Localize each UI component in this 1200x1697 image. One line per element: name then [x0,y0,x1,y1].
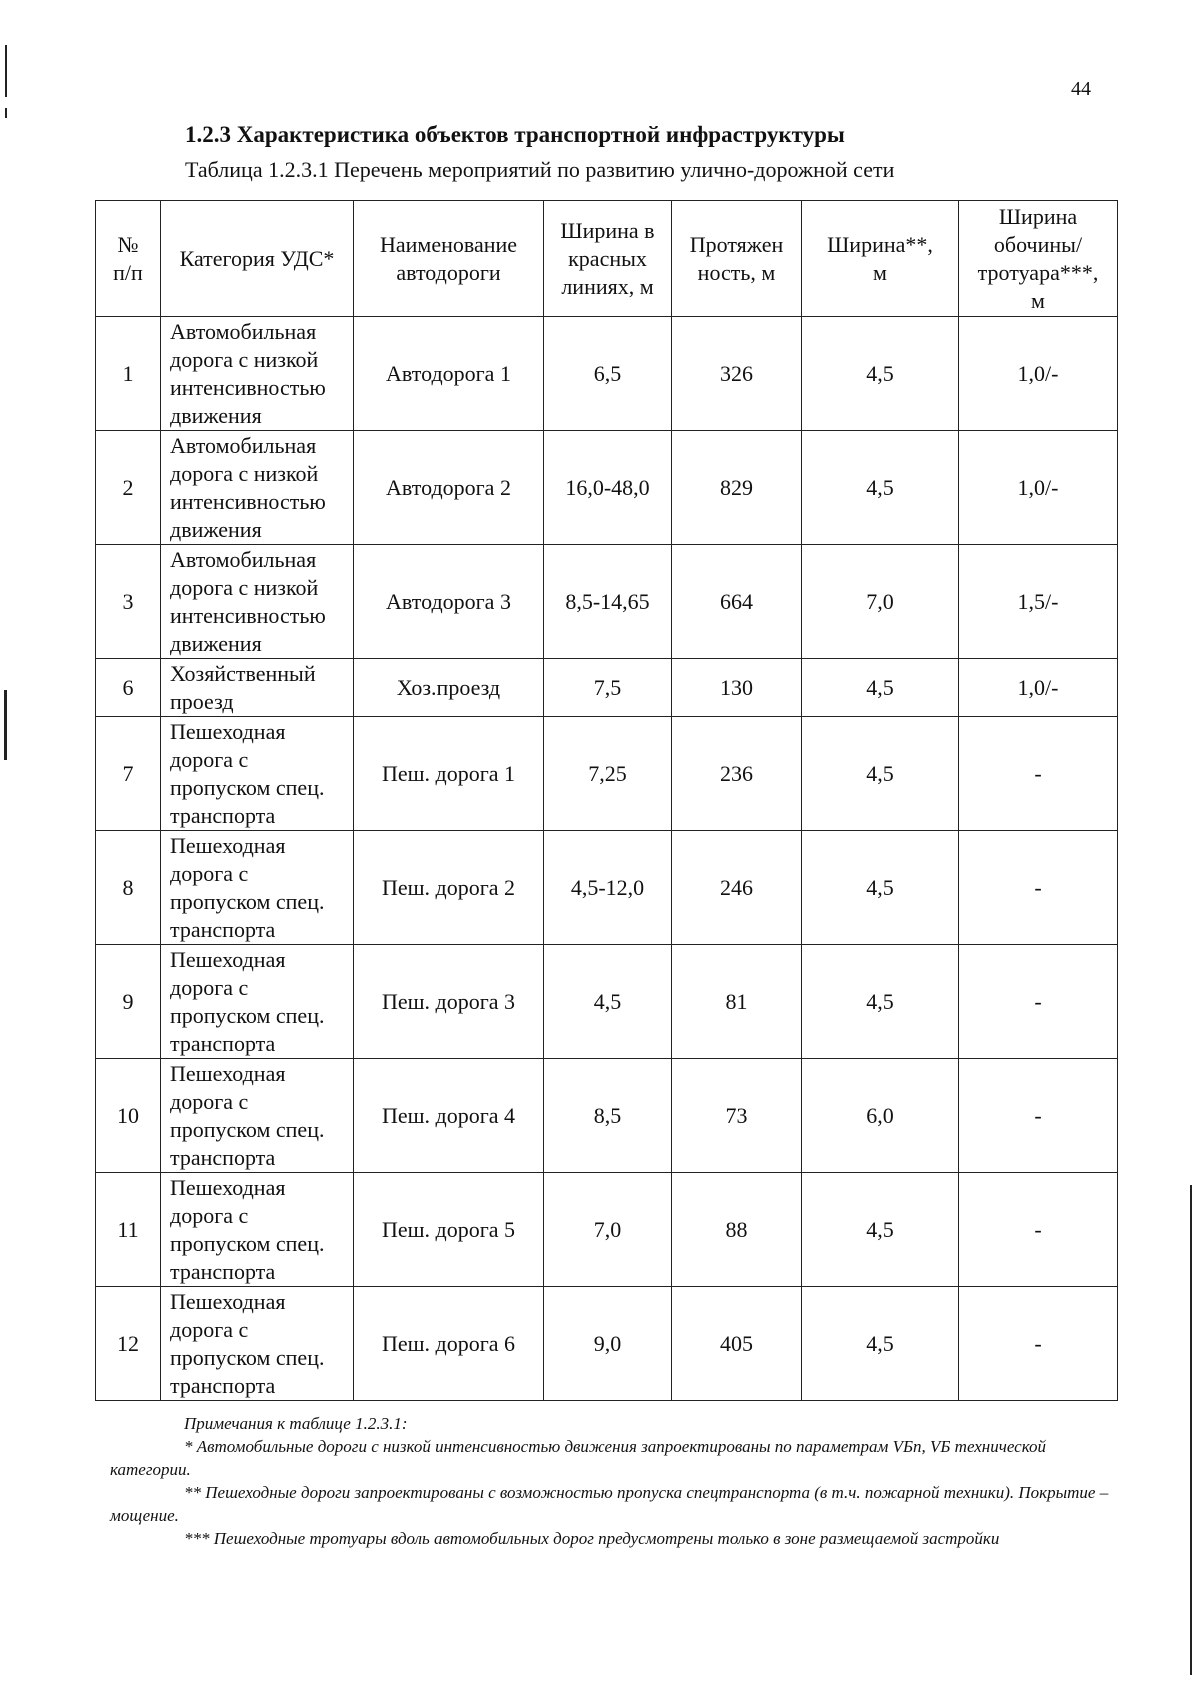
header-width-line: Ширина**, [827,231,933,257]
scan-artifact-mark [5,45,7,97]
cell-category-line: Хозяйственный [170,660,316,686]
cell-length: 88 [672,1173,802,1287]
cell-shoulder-sidewalk: 1,0/- [959,431,1118,545]
cell-road-name: Пеш. дорога 5 [354,1173,544,1287]
cell-road-name: Пеш. дорога 6 [354,1287,544,1401]
cell-red-line-width: 4,5-12,0 [544,831,672,945]
cell-shoulder-sidewalk: - [959,1059,1118,1173]
cell-category [161,945,354,1059]
cell-width: 4,5 [802,945,959,1059]
cell-shoulder-sidewalk: 1,5/- [959,545,1118,659]
cell-number: 7 [96,717,161,831]
cell-length: 326 [672,317,802,431]
header-width-line: м [873,259,887,285]
cell-category-line: Пешеходная [170,1174,286,1200]
header-red-line-width [544,201,672,317]
cell-category [161,1287,354,1401]
header-shoulder-sidewalk-line: тротуара***, [977,259,1099,285]
cell-category-line: Автомобильная [170,546,317,572]
notes-heading: Примечания к таблице 1.2.3.1: [184,1414,408,1433]
cell-road-name: Автодорога 1 [354,317,544,431]
cell-category-line: дорога с низкой [170,460,319,486]
cell-length: 81 [672,945,802,1059]
cell-category [161,545,354,659]
header-road-name-line: Наименование [379,231,518,257]
header-shoulder-sidewalk [959,201,1118,317]
cell-shoulder-sidewalk: - [959,945,1118,1059]
cell-width: 4,5 [802,831,959,945]
cell-number: 2 [96,431,161,545]
cell-red-line-width: 6,5 [544,317,672,431]
cell-red-line-width: 16,0-48,0 [544,431,672,545]
cell-shoulder-sidewalk: - [959,831,1118,945]
header-shoulder-sidewalk-line: обочины/ [993,231,1083,257]
cell-number: 9 [96,945,161,1059]
cell-category-line: интенсивностью [170,374,326,400]
cell-road-name: Хоз.проезд [354,659,544,717]
cell-category-line: пропуском спец. [170,1230,325,1256]
cell-width: 4,5 [802,431,959,545]
cell-shoulder-sidewalk: 1,0/- [959,659,1118,717]
cell-red-line-width: 7,25 [544,717,672,831]
cell-number: 3 [96,545,161,659]
cell-number: 6 [96,659,161,717]
header-number-line: № [117,231,139,257]
cell-category-line: дорога с [170,1202,249,1228]
table-row [96,945,1118,1059]
cell-road-name: Автодорога 2 [354,431,544,545]
table-row [96,317,1118,431]
table-row [96,659,1118,717]
cell-road-name: Пеш. дорога 4 [354,1059,544,1173]
header-row [96,201,1118,317]
cell-category-line: дорога с [170,1316,249,1342]
note-item: ** Пешеходные дороги запроектированы с возможностью пропуска спецтранспорта (в т.ч. пожарной техники). Покрытие – мощение. [110,1483,1109,1525]
cell-category [161,717,354,831]
note-item: *** Пешеходные тротуары вдоль автомобильных дорог предусмотрены только в зоне размещаемой застройки [184,1529,1000,1548]
cell-width: 7,0 [802,545,959,659]
cell-shoulder-sidewalk: - [959,1173,1118,1287]
cell-category-line: дорога с [170,746,249,772]
cell-number: 8 [96,831,161,945]
cell-red-line-width: 7,5 [544,659,672,717]
road-network-table [95,200,1118,1401]
scan-artifact-mark [1190,1185,1192,1675]
cell-number: 11 [96,1173,161,1287]
cell-red-line-width: 9,0 [544,1287,672,1401]
cell-category-line: дорога с низкой [170,574,319,600]
table-row [96,1287,1118,1401]
cell-category-line: пропуском спец. [170,888,325,914]
table-row [96,1059,1118,1173]
page-number: 44 [1071,78,1091,100]
cell-category [161,1173,354,1287]
cell-width: 4,5 [802,717,959,831]
table-header [96,201,1118,317]
header-width [802,201,959,317]
cell-shoulder-sidewalk: - [959,1287,1118,1401]
cell-category-line: транспорта [170,1372,276,1398]
header-shoulder-sidewalk-line: м [1031,287,1045,313]
header-length-line: ность, м [697,259,776,285]
cell-red-line-width: 7,0 [544,1173,672,1287]
cell-road-name: Пеш. дорога 1 [354,717,544,831]
header-road-name-line: автодороги [396,259,501,285]
table-row [96,831,1118,945]
cell-red-line-width: 8,5 [544,1059,672,1173]
cell-category-line: проезд [170,688,234,714]
header-category [161,201,354,317]
cell-category [161,431,354,545]
header-red-line-width-line: Ширина в [560,217,655,243]
cell-shoulder-sidewalk: - [959,717,1118,831]
cell-width: 4,5 [802,317,959,431]
cell-category-line: Пешеходная [170,718,286,744]
cell-length: 829 [672,431,802,545]
header-shoulder-sidewalk-line: Ширина [998,203,1078,229]
cell-length: 130 [672,659,802,717]
cell-category-line: движения [170,402,262,428]
cell-length: 246 [672,831,802,945]
table-row [96,717,1118,831]
cell-width: 4,5 [802,1287,959,1401]
cell-road-name: Пеш. дорога 3 [354,945,544,1059]
cell-category-line: движения [170,630,262,656]
scan-artifact-mark [4,690,7,760]
cell-category-line: интенсивностью [170,488,326,514]
cell-category-line: транспорта [170,1144,276,1170]
cell-length: 73 [672,1059,802,1173]
cell-road-name: Пеш. дорога 2 [354,831,544,945]
header-red-line-width-line: линиях, м [561,273,654,299]
header-number [96,201,161,317]
cell-width: 4,5 [802,659,959,717]
table-body [96,317,1118,1401]
cell-category-line: пропуском спец. [170,1002,325,1028]
header-road-name [354,201,544,317]
header-number-line: п/п [113,259,143,285]
cell-number: 12 [96,1287,161,1401]
cell-category-line: движения [170,516,262,542]
table-notes [110,1412,1110,1550]
header-length-line: Протяжен [689,231,784,257]
cell-category-line: Автомобильная [170,432,317,458]
cell-category-line: пропуском спец. [170,1116,325,1142]
cell-category [161,1059,354,1173]
cell-category [161,831,354,945]
table-row [96,431,1118,545]
scan-artifact-mark [5,108,7,118]
cell-category-line: дорога с [170,1088,249,1114]
header-red-line-width-line: красных [568,245,647,271]
cell-category-line: пропуском спец. [170,1344,325,1370]
cell-category-line: Пешеходная [170,1288,286,1314]
cell-length: 664 [672,545,802,659]
header-category-line: Категория УДС* [179,245,335,271]
table-row [96,545,1118,659]
cell-category-line: дорога с низкой [170,346,319,372]
cell-category-line: дорога с [170,860,249,886]
cell-category-line: Автомобильная [170,318,317,344]
cell-number: 1 [96,317,161,431]
cell-red-line-width: 8,5-14,65 [544,545,672,659]
cell-category-line: пропуском спец. [170,774,325,800]
cell-category [161,317,354,431]
cell-category-line: дорога с [170,974,249,1000]
cell-category [161,659,354,717]
cell-width: 6,0 [802,1059,959,1173]
cell-shoulder-sidewalk: 1,0/- [959,317,1118,431]
cell-category-line: интенсивностью [170,602,326,628]
cell-category-line: транспорта [170,1030,276,1056]
table-row [96,1173,1118,1287]
cell-number: 10 [96,1059,161,1173]
table-caption: Таблица 1.2.3.1 Перечень мероприятий по развитию улично-дорожной сети [185,157,895,182]
section-title: 1.2.3 Характеристика объектов транспортной инфраструктуры [185,122,845,147]
cell-category-line: Пешеходная [170,1060,286,1086]
cell-category-line: транспорта [170,802,276,828]
cell-category-line: Пешеходная [170,832,286,858]
cell-length: 236 [672,717,802,831]
cell-category-line: транспорта [170,916,276,942]
note-item: * Автомобильные дороги с низкой интенсивностью движения запроектированы по параметрам VБп, VБ технической категории. [110,1437,1047,1479]
cell-red-line-width: 4,5 [544,945,672,1059]
cell-road-name: Автодорога 3 [354,545,544,659]
cell-category-line: транспорта [170,1258,276,1284]
cell-width: 4,5 [802,1173,959,1287]
cell-category-line: Пешеходная [170,946,286,972]
cell-length: 405 [672,1287,802,1401]
header-length [672,201,802,317]
